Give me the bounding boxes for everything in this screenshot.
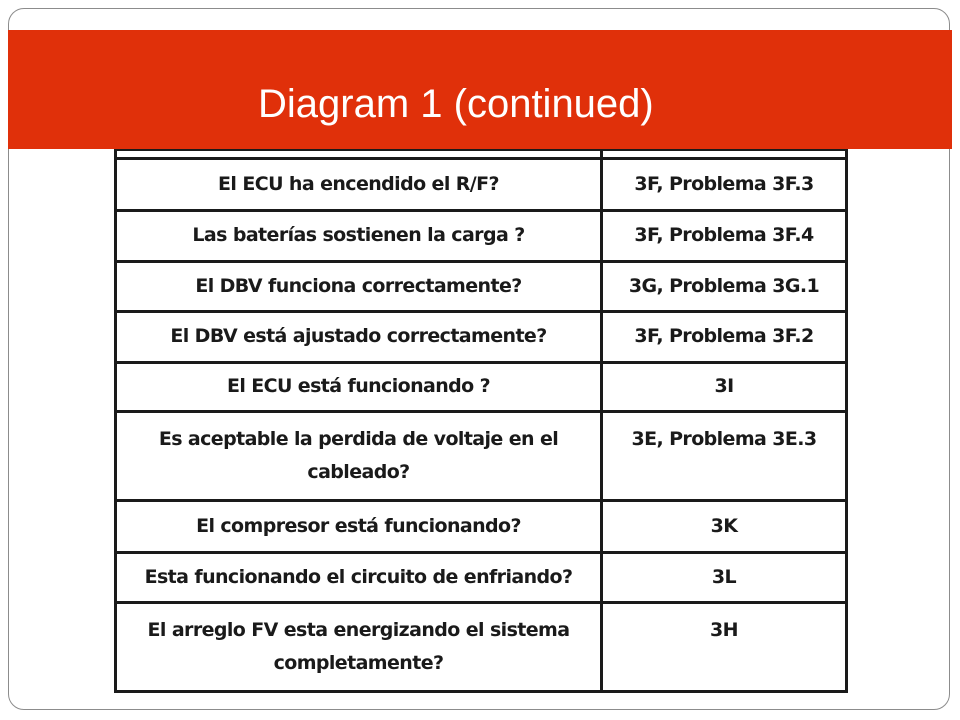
question-cell: Esta funcionando el circuito de enfriando? [116, 552, 602, 602]
question-cell: Es aceptable la perdida de voltaje en el cableado? [116, 411, 602, 500]
reference-cell: 3I [602, 362, 847, 411]
reference-cell: 3E, Problema 3E.3 [602, 411, 847, 500]
table-row [116, 552, 847, 602]
reference-cell: 3H [602, 602, 847, 691]
question-cell: El compresor está funcionando? [116, 500, 602, 552]
reference-cell: 3L [602, 552, 847, 602]
slide-title: Diagram 1 (continued) [258, 82, 654, 126]
table-cell-stub [116, 150, 602, 158]
table-row [116, 362, 847, 411]
reference-cell: 3G, Problema 3G.1 [602, 261, 847, 311]
question-cell: El DBV funciona correctamente? [116, 261, 602, 311]
question-cell: El DBV está ajustado correctamente? [116, 311, 602, 362]
table-row [116, 311, 847, 362]
table-row [116, 261, 847, 311]
question-cell: Las baterías sostienen la carga ? [116, 210, 602, 261]
table-cell-stub [602, 150, 847, 158]
troubleshooting-table [114, 149, 848, 693]
reference-cell: 3F, Problema 3F.3 [602, 158, 847, 210]
reference-cell: 3K [602, 500, 847, 552]
troubleshooting-table-container [114, 149, 845, 690]
reference-cell: 3F, Problema 3F.2 [602, 311, 847, 362]
table-row [116, 158, 847, 210]
table-row [116, 500, 847, 552]
table-row [116, 210, 847, 261]
table-row [116, 411, 847, 500]
question-cell: El arreglo FV esta energizando el sistema completamente? [116, 602, 602, 691]
question-cell: El ECU está funcionando ? [116, 362, 602, 411]
table-row [116, 602, 847, 691]
table-row-stub [116, 150, 847, 158]
reference-cell: 3F, Problema 3F.4 [602, 210, 847, 261]
question-cell: El ECU ha encendido el R/F? [116, 158, 602, 210]
